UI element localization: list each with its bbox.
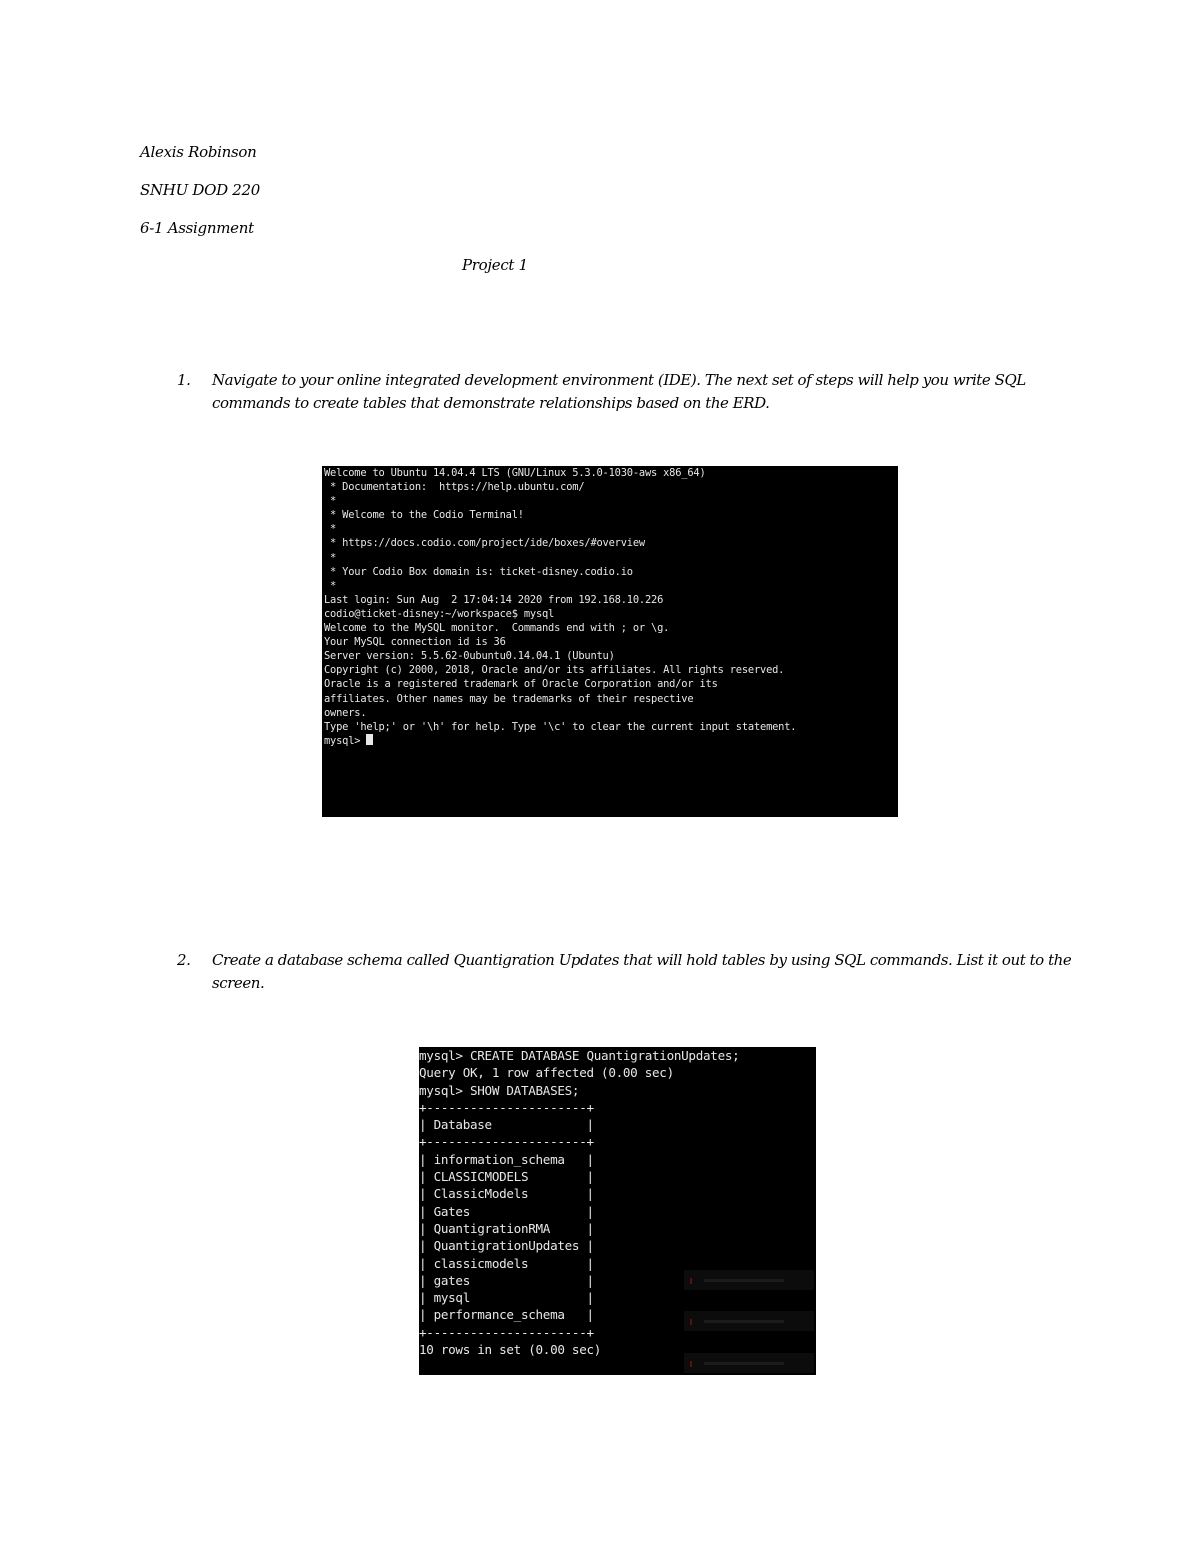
assignment-name: 6-1 Assignment [140, 219, 254, 237]
terminal-1-line: * Documentation: https://help.ubuntu.com/ [324, 481, 585, 494]
terminal-1-line: * Your Codio Box domain is: ticket-disney.codio.io [324, 565, 633, 578]
terminal-2-line: 10 rows in set (0.00 sec) [419, 1342, 602, 1358]
faded-overlay-mark [690, 1319, 692, 1325]
faded-overlay-text [704, 1279, 784, 1282]
terminal-2-line: | QuantigrationRMA | [419, 1220, 594, 1236]
terminal-2-line: mysql> CREATE DATABASE QuantigrationUpdates; [419, 1048, 740, 1063]
course-name: SNHU DOD 220 [140, 181, 261, 199]
terminal-2-line: | Gates | [419, 1203, 594, 1219]
terminal-1-line: Your MySQL connection id is 36 [324, 636, 506, 649]
terminal-2-line: mysql> SHOW DATABASES; [419, 1082, 580, 1098]
terminal-2-line: | ClassicModels | [419, 1186, 594, 1202]
terminal-2-line: | classicmodels | [419, 1255, 594, 1271]
step-2 [177, 949, 1077, 995]
faded-overlay-mark [690, 1361, 692, 1367]
faded-overlay-row [684, 1353, 814, 1373]
terminal-2-line: | gates | [419, 1272, 594, 1288]
terminal-2-line: | CLASSICMODELS | [419, 1169, 594, 1185]
faded-overlay-row [684, 1311, 814, 1331]
terminal-1-line: * [324, 495, 337, 508]
terminal-1-line: codio@ticket-disney:~/workspace$ mysql [324, 607, 555, 620]
terminal-1-prompt: mysql> [324, 734, 367, 747]
terminal-1-line: Welcome to Ubuntu 14.04.4 LTS (GNU/Linux 5.3.0-1030-aws x86_64) [324, 467, 706, 479]
terminal-2-line: | performance_schema | [419, 1307, 594, 1323]
terminal-1-line: * Welcome to the Codio Terminal! [324, 509, 524, 522]
terminal-1-line: * https://docs.codio.com/project/ide/boxes/#overview [324, 537, 645, 550]
step-2-text: Create a database schema called Quantigration Updates that will hold tables by using SQL commands. List it out to the screen. [212, 951, 1072, 992]
terminal-2-line: | Database | [419, 1117, 594, 1133]
author-name: Alexis Robinson [140, 143, 257, 161]
terminal-1-line: Type 'help;' or '\h' for help. Type '\c' to clear the current input statement. [324, 720, 797, 733]
terminal-1-line: Last login: Sun Aug 2 17:04:14 2020 from 192.168.10.226 [324, 593, 664, 606]
terminal-1-line: * [324, 551, 337, 564]
terminal-1-line: Copyright (c) 2000, 2018, Oracle and/or its affiliates. All rights reserved. [324, 664, 785, 677]
faded-overlay-mark [690, 1278, 692, 1284]
faded-overlay-row [684, 1270, 814, 1290]
document-title: Project 1 [462, 256, 528, 274]
step-1-number: 1. [177, 371, 191, 389]
terminal-2-line: +----------------------+ [419, 1134, 594, 1150]
terminal-1-line: Oracle is a registered trademark of Oracle Corporation and/or its [324, 678, 718, 691]
terminal-2-line: | QuantigrationUpdates | [419, 1238, 594, 1254]
step-2-number: 2. [177, 951, 191, 969]
terminal-1-line: * [324, 523, 337, 536]
step-1-text: Navigate to your online integrated development environment (IDE). The next set of steps will help you write SQL commands to create tables that demonstrate relationships based on the ERD. [212, 371, 1026, 412]
terminal-1-prompt-line [324, 734, 898, 748]
terminal-2-line: Query OK, 1 row affected (0.00 sec) [419, 1065, 674, 1081]
step-1 [177, 369, 1077, 415]
terminal-2-line: | mysql | [419, 1290, 594, 1306]
terminal-screenshot-1 [322, 466, 898, 817]
faded-overlay-text [704, 1320, 784, 1323]
terminal-2-line: +----------------------+ [419, 1324, 594, 1340]
terminal-1-line: Server version: 5.5.62-0ubuntu0.14.04.1 (Ubuntu) [324, 650, 615, 663]
terminal-1-line: owners. [324, 706, 367, 719]
terminal-1-line: Welcome to the MySQL monitor. Commands end with ; or \g. [324, 622, 670, 635]
terminal-1-line: * [324, 579, 337, 592]
cursor-block [366, 734, 373, 745]
terminal-2-line: +----------------------+ [419, 1099, 594, 1115]
terminal-2-line: | information_schema | [419, 1151, 594, 1167]
terminal-1-line: affiliates. Other names may be trademarks of their respective [324, 692, 694, 705]
terminal-screenshot-2 [419, 1047, 816, 1375]
faded-overlay-text [704, 1362, 784, 1365]
